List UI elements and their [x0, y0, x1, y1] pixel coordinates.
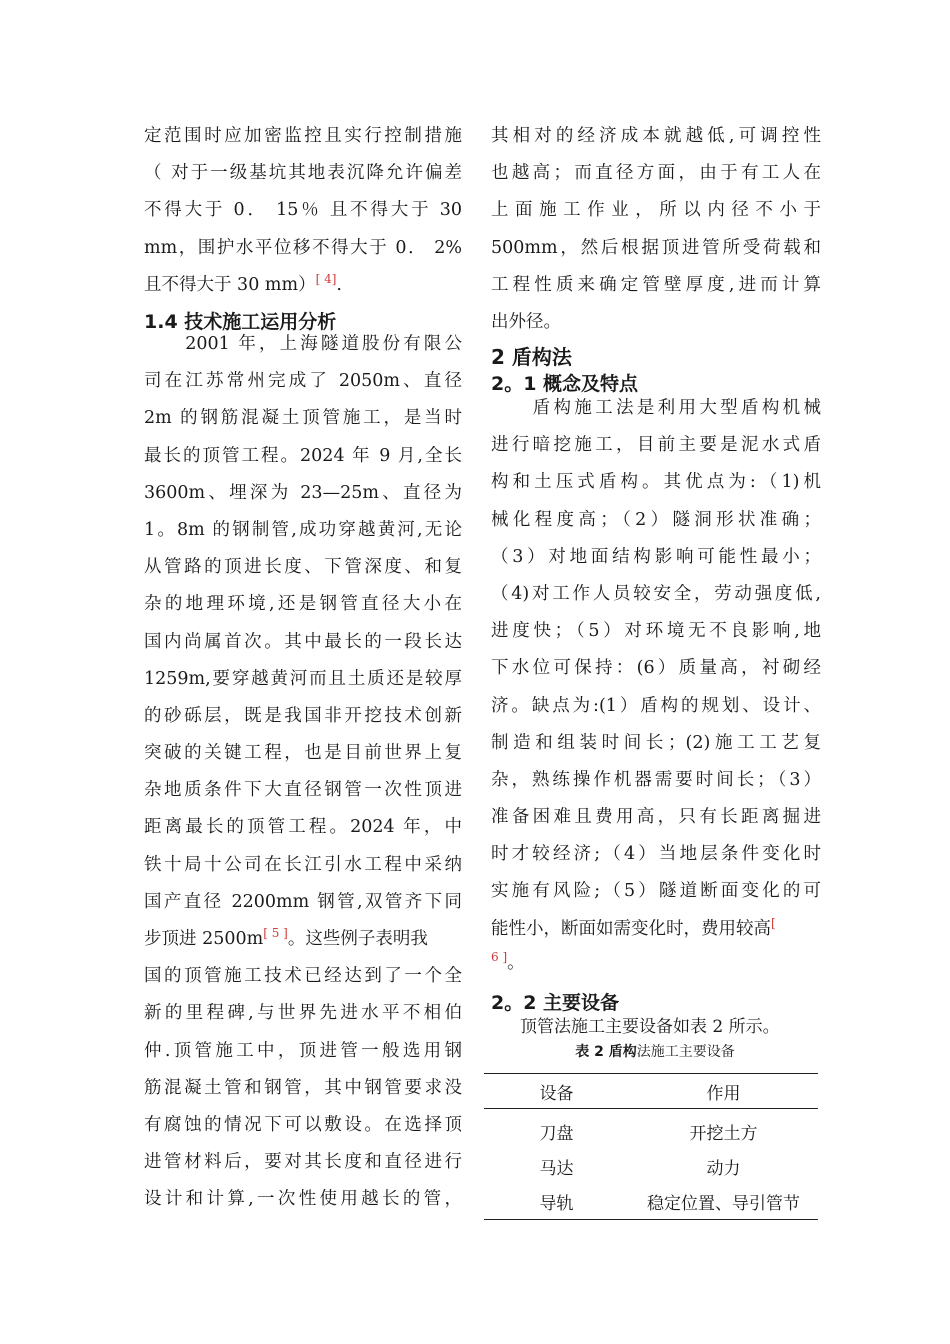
text-line: 仲.顶管施工中，顶进管一般选用钢 — [144, 1040, 462, 1061]
left-column-body — [144, 326, 462, 1219]
section-heading-2: 2 盾构法 — [491, 345, 572, 369]
citation-ref[interactable]: 6 ] — [491, 949, 508, 964]
text-line: 司在江苏常州完成了 2050m、直径 — [144, 371, 462, 392]
text-line — [144, 267, 462, 304]
text-line: 进行暗挖施工，目前主要是泥水式盾 — [491, 435, 821, 456]
text-line: 工程性质来确定管壁厚度,进而计算 — [491, 274, 821, 295]
text-line: 杂的地理环境,还是钢管直径大小在 — [144, 594, 462, 615]
text-line: 下水位可保持：(6）质量高，衬砌经 — [491, 658, 821, 679]
text-line: 有腐蚀的情况下可以敷设。在选择顶 — [144, 1114, 462, 1135]
table-cell: 导轨 — [539, 1194, 574, 1214]
text-line: mm，围护水平位移不得大于 0． 2% — [144, 237, 462, 258]
text-line: 不得大于 0． 15％ 且不得大于 30 — [144, 200, 462, 221]
text-line: 铁十局十公司在长江引水工程中采纳 — [144, 854, 462, 875]
citation-ref[interactable]: [ 5 ] — [263, 926, 288, 941]
text-line: 1259m,要穿越黄河而且土质还是较厚 — [144, 668, 462, 689]
table-intro-text: 顶管法施工主要设备如表 2 所示。 — [520, 1017, 780, 1037]
table-cell: 马达 — [539, 1159, 574, 1179]
table-header-row — [484, 1074, 818, 1109]
text-line: （4)对工作人员较安全，劳动强度低, — [491, 583, 821, 604]
text-line: 突破的关键工程，也是目前世界上复 — [144, 743, 462, 764]
text-line: 制造和组装时间长；(2)施工工艺复 — [491, 732, 821, 753]
text-line: 2m 的钢筋混凝土顶管施工，是当时 — [144, 408, 462, 429]
text-line: 3600m、埋深为 23—25m、直径为 — [144, 482, 462, 503]
text-line: 构和土压式盾构。其优点为:（1)机 — [491, 472, 821, 493]
text-line: 从管路的顶进长度、下管深度、和复 — [144, 557, 462, 578]
text-line: 2001 年，上海隧道股份有限公 — [144, 334, 462, 354]
text-line: 1。8m 的钢制管,成功穿越黄河,无论 — [144, 519, 462, 540]
citation-ref[interactable]: [ — [771, 915, 776, 930]
right-column — [491, 118, 821, 341]
text-fragment: 能性小，断面如需变化时，费用较高 — [491, 918, 771, 939]
text-line: 实施有风险;（5）隧道断面变化的可 — [491, 881, 821, 902]
left-column — [144, 118, 462, 304]
text-line: 时才较经济;（4）当地层条件变化时 — [491, 844, 821, 865]
table-cell: 动力 — [706, 1159, 741, 1179]
text-line: 械化程度高；（2）隧洞形状准确； — [491, 509, 821, 530]
text-line: 上面施工作业，所以内径不小于 — [491, 200, 821, 221]
text-line: 500mm，然后根据顶进管所受荷载和 — [491, 237, 821, 258]
text-fragment: . — [336, 274, 342, 295]
table-header-cell: 设备 — [484, 1074, 629, 1109]
text-line: 济。缺点为:(1）盾构的规划、设计、 — [491, 695, 821, 716]
text-line: 也越高；而直径方面，由于有工人在 — [491, 163, 821, 184]
text-fragment: 。 — [507, 952, 525, 973]
text-line: （3）对地面结构影响可能性最小； — [491, 546, 821, 567]
text-line: 国内尚属首次。其中最长的一段长达 — [144, 631, 462, 652]
table-caption — [491, 1040, 819, 1064]
text-line: 国的顶管施工技术已经达到了一个全 — [144, 966, 462, 987]
table-caption-rest: 法施工主要设备 — [636, 1044, 735, 1060]
table-cell: 稳定位置、导引管节 — [647, 1194, 800, 1214]
text-line: 筋混凝土管和钢管，其中钢管要求没 — [144, 1077, 462, 1098]
table-cell: 刀盘 — [539, 1124, 574, 1144]
section-heading-1-4: 1.4 技术施工运用分析 — [144, 311, 337, 333]
text-line: 出外径。 — [491, 311, 561, 332]
text-fragment: 且不得大于 30 mm） — [144, 274, 316, 295]
section-heading-2-2: 2。2 主要设备 — [491, 992, 620, 1014]
text-line: 杂地质条件下大直径钢管一次性顶进 — [144, 780, 462, 801]
equipment-table — [484, 1073, 818, 1220]
text-line — [491, 948, 821, 978]
citation-ref[interactable]: [ 4] — [315, 271, 337, 286]
table-row — [484, 1149, 818, 1184]
table-header-cell: 作用 — [629, 1074, 818, 1109]
table-row — [484, 1109, 818, 1150]
text-line — [491, 911, 821, 948]
table-caption-bold: 表 2 盾构 — [575, 1044, 637, 1060]
table-cell: 开挖土方 — [689, 1124, 758, 1144]
table-row — [484, 1184, 818, 1220]
text-line: 其相对的经济成本就越低,可调控性 — [491, 126, 821, 146]
text-line: 设计和计算,一次性使用越长的管， — [144, 1189, 462, 1210]
text-fragment: 。这些例子表明我 — [287, 929, 428, 949]
text-line: 杂，熟练操作机器需要时间长；（3） — [491, 769, 821, 790]
text-line: 进管材料后，要对其长度和直径进行 — [144, 1152, 462, 1173]
text-line — [144, 921, 462, 958]
text-line: 准备困难且费用高，只有长距离掘进 — [491, 807, 821, 828]
text-line: （ 对于一级基坑其地表沉降允许偏差 — [144, 163, 462, 184]
text-line: 定范围时应加密监控且实行控制措施 — [144, 126, 462, 146]
text-line: 的砂砾层，既是我国非开挖技术创新 — [144, 705, 462, 726]
text-line: 最长的顶管工程。2024 年 9 月,全长 — [144, 445, 462, 466]
text-line: 国产直径 2200mm 钢管,双管齐下同 — [144, 891, 462, 912]
right-column-body — [491, 390, 821, 978]
text-line: 新的里程碑,与世界先进水平不相伯 — [144, 1003, 462, 1024]
section-heading-2-1: 2。1 概念及特点 — [491, 373, 639, 395]
text-line: 进度快；（5）对环境无不良影响,地 — [491, 621, 821, 642]
text-fragment: 步顶进 2500m — [144, 929, 264, 949]
text-line: 距离最长的顶管工程。2024 年，中 — [144, 817, 462, 838]
text-line: 盾构施工法是利用大型盾构机械 — [491, 398, 821, 418]
